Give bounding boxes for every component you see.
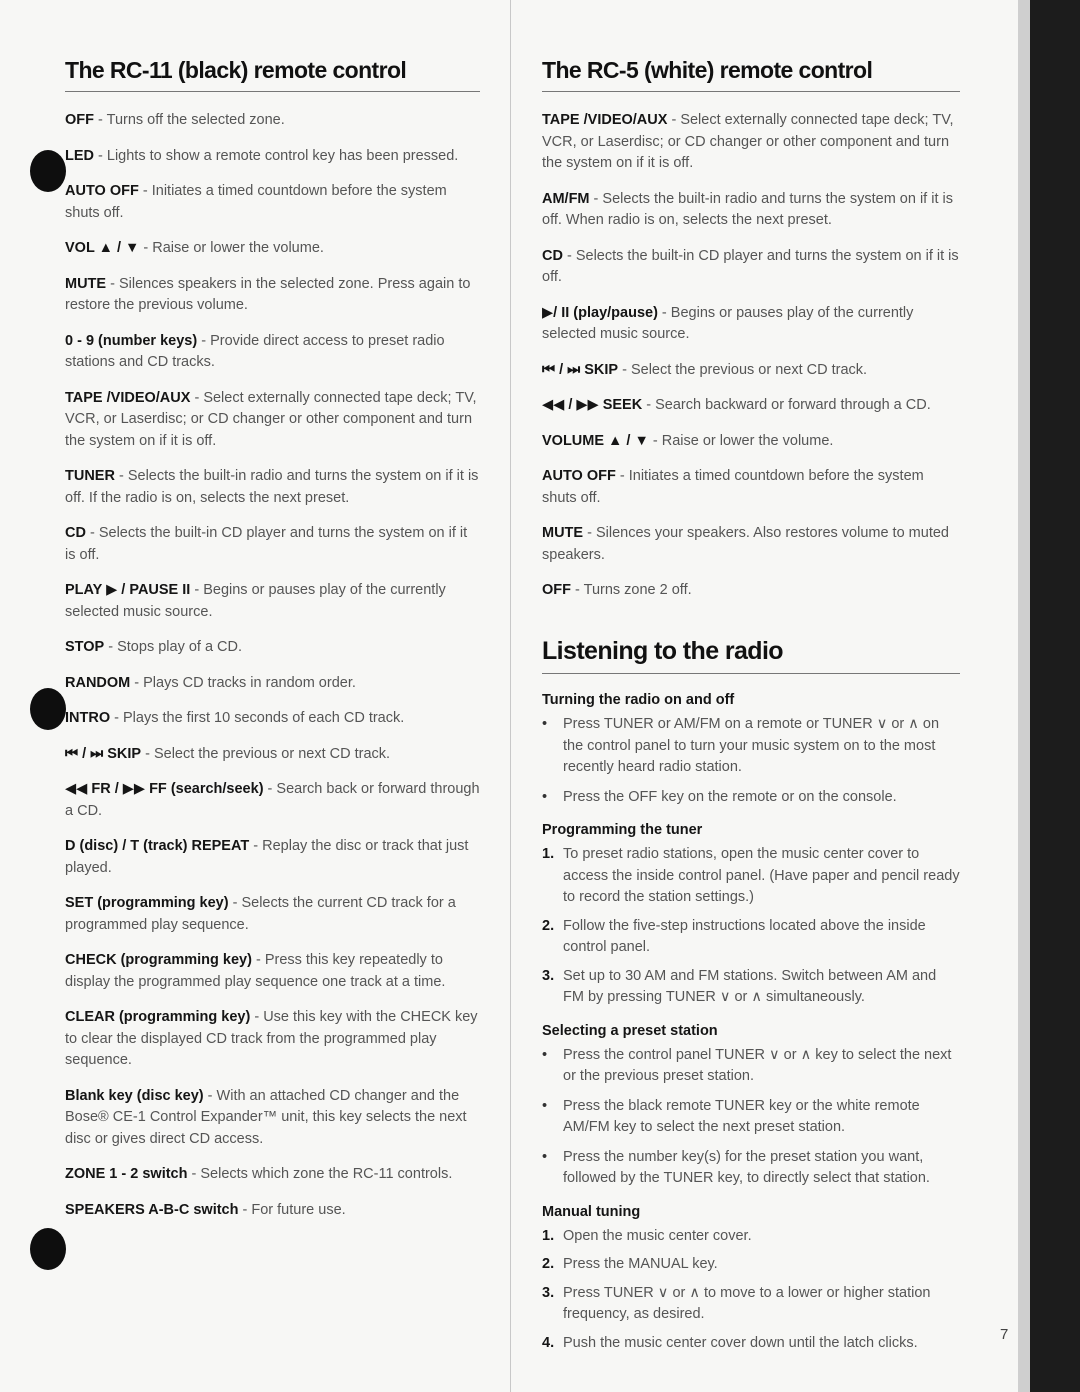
key-entry: ▶/ II (play/pause) - Begins or pauses play of the currently selected music source.: [542, 304, 914, 343]
key-term: 0 - 9 (number keys): [65, 332, 198, 349]
key-description: Lights to show a remote control key has been pressed.: [106, 147, 459, 164]
step-item: 2. Follow the five-step instructions located above the inside control panel.: [542, 917, 926, 956]
list-item: • Press the OFF key on the remote or on the console.: [542, 787, 960, 809]
page-edge-shadow: [1018, 0, 1030, 1392]
key-entry: OFF - Turns off the selected zone.: [65, 112, 285, 129]
key-term: ⏮ / ⏭ SKIP: [65, 745, 142, 762]
key-description: Begins or pauses play of the currently selected music source.: [65, 582, 446, 620]
key-term: CD: [542, 247, 563, 264]
key-entry: MUTE - Silences speakers in the selected zone. Press again to restore the previous volume.: [65, 275, 471, 314]
right-column: [542, 58, 960, 1361]
binder-hole-top: [30, 150, 66, 192]
key-entry: TUNER - Selects the built-in radio and turns the system on if it is off. If the radio is on, selects the next preset.: [65, 468, 479, 506]
key-term: ◀◀ FR / ▶▶ FF (search/seek): [65, 781, 264, 798]
key-description: Turns zone 2 off.: [583, 582, 692, 599]
rc11-section-title: The RC-11 (black) remote control: [65, 58, 480, 92]
binder-hole-bottom: [30, 1228, 66, 1270]
key-entry: 0 - 9 (number keys) - Provide direct access to preset radio stations and CD tracks.: [65, 332, 445, 371]
preset-station-heading: Selecting a preset station: [542, 1022, 718, 1039]
key-description: Select the previous or next CD track.: [630, 361, 868, 378]
step-item: 1. To preset radio stations, open the music center cover to access the inside control panel. (Have paper and pencil ready to record the station settings.): [542, 846, 960, 906]
key-entry: CD - Selects the built-in CD player and turns the system on if it is off.: [542, 247, 959, 286]
key-entry: AM/FM - Selects the built-in radio and turns the system on if it is off. When radio is on, selects the next preset.: [542, 190, 953, 229]
key-term: ⏮ / ⏭ SKIP: [542, 361, 619, 378]
key-entry: RANDOM - Plays CD tracks in random order.: [65, 674, 356, 691]
key-description: Initiates a timed countdown before the system shuts off.: [65, 183, 447, 221]
key-description: Selects the built-in radio and turns the system on if it is off. When radio is on, selects the next preset.: [542, 190, 953, 229]
key-description: Silences speakers in the selected zone. Press again to restore the previous volume.: [65, 275, 471, 314]
key-term: AUTO OFF: [65, 183, 139, 200]
column-divider: [510, 0, 511, 1392]
key-entry: CHECK (programming key) - Press this key repeatedly to display the programmed play sequence one track at a time.: [65, 952, 446, 990]
key-term: CD: [65, 525, 86, 542]
key-description: Select the previous or next CD track.: [153, 745, 391, 762]
key-description: Stops play of a CD.: [117, 639, 243, 656]
programming-tuner-steps: [542, 844, 960, 1009]
key-entry: ◀◀ / ▶▶ SEEK - Search backward or forward through a CD.: [542, 397, 931, 414]
key-term: ZONE 1 - 2 switch: [65, 1166, 188, 1183]
key-term: PLAY ▶ / PAUSE II: [65, 582, 191, 599]
key-entry: INTRO - Plays the first 10 seconds of each CD track.: [65, 710, 405, 727]
key-description: Turns off the selected zone.: [106, 112, 285, 129]
key-entry: AUTO OFF - Initiates a timed countdown before the system shuts off.: [542, 468, 924, 506]
key-term: MUTE: [542, 525, 584, 542]
key-entry: TAPE /VIDEO/AUX - Select externally connected tape deck; TV, VCR, or Laserdisc; or CD changer or other component and turn the system on if it is off.: [542, 112, 954, 172]
key-term: SPEAKERS A-B-C switch: [65, 1201, 239, 1218]
list-item: • Press the black remote TUNER key or the white remote AM/FM key to select the next preset station.: [542, 1096, 960, 1139]
key-entry: MUTE - Silences your speakers. Also restores volume to muted speakers.: [542, 525, 949, 563]
key-entry: STOP - Stops play of a CD.: [65, 639, 243, 656]
step-item: 2. Press the MANUAL key.: [542, 1256, 718, 1273]
key-description: Selects the built-in CD player and turns the system on if it is off.: [65, 525, 468, 563]
key-term: D (disc) / T (track) REPEAT: [65, 838, 250, 855]
key-description: Selects the built-in CD player and turns the system on if it is off.: [542, 247, 959, 286]
key-term: VOL ▲ / ▼: [65, 240, 140, 257]
key-entry: CLEAR (programming key) - Use this key with the CHECK key to clear the displayed CD track from the programmed play sequence.: [65, 1009, 478, 1069]
key-description: Provide direct access to preset radio stations and CD tracks.: [65, 332, 445, 371]
key-term: TUNER: [65, 468, 115, 485]
key-entry: PLAY ▶ / PAUSE II - Begins or pauses play of the currently selected music source.: [65, 582, 446, 620]
list-item: • Press the number key(s) for the preset station you want, followed by the TUNER key, to directly select that station.: [542, 1147, 960, 1190]
key-term: MUTE: [65, 275, 107, 292]
key-entry: ⏮ / ⏭ SKIP - Select the previous or next CD track.: [542, 361, 868, 378]
key-description: Replay the disc or track that just played.: [65, 838, 469, 876]
key-description: With an attached CD changer and the Bose® CE-1 Control Expander™ unit, this key selects the next disc or gives direct CD access.: [65, 1087, 467, 1147]
manual-tuning-steps: [542, 1226, 960, 1355]
key-entry: ZONE 1 - 2 switch - Selects which zone the RC-11 controls.: [65, 1166, 453, 1183]
key-term: SET (programming key): [65, 895, 229, 912]
key-entry: ◀◀ FR / ▶▶ FF (search/seek) - Search back or forward through a CD.: [65, 781, 480, 819]
key-description: Raise or lower the volume.: [152, 240, 324, 257]
key-term: AUTO OFF: [542, 468, 616, 485]
key-description: Begins or pauses play of the currently selected music source.: [542, 304, 914, 343]
key-description: Plays CD tracks in random order.: [143, 674, 356, 691]
key-description: For future use.: [251, 1201, 346, 1218]
key-term: VOLUME ▲ / ▼: [542, 432, 649, 449]
step-item: 4. Push the music center cover down until the latch clicks.: [542, 1334, 918, 1351]
key-term: Blank key (disc key): [65, 1087, 204, 1104]
programming-tuner-heading: Programming the tuner: [542, 822, 703, 839]
step-item: 3. Press TUNER ∨ or ∧ to move to a lower or higher station frequency, as desired.: [542, 1284, 931, 1323]
page-number: 7: [1000, 1326, 1009, 1343]
key-description: Initiates a timed countdown before the system shuts off.: [542, 468, 924, 506]
key-term: TAPE /VIDEO/AUX: [542, 112, 668, 129]
manual-tuning-heading: Manual tuning: [542, 1203, 641, 1220]
key-entry: LED - Lights to show a remote control key has been pressed.: [65, 147, 459, 164]
key-description: Selects which zone the RC-11 controls.: [200, 1166, 453, 1183]
key-entry: TAPE /VIDEO/AUX - Select externally connected tape deck; TV, VCR, or Laserdisc; or CD changer or other component and turn the system on if it is off.: [65, 389, 477, 449]
key-description: Press this key repeatedly to display the programmed play sequence one track at a time.: [65, 952, 446, 990]
key-term: CHECK (programming key): [65, 952, 252, 969]
key-entry: SPEAKERS A-B-C switch - For future use.: [65, 1201, 346, 1218]
key-description: Search backward or forward through a CD.: [655, 397, 931, 414]
key-entry: ⏮ / ⏭ SKIP - Select the previous or next CD track.: [65, 745, 391, 762]
key-description: Silences your speakers. Also restores volume to muted speakers.: [542, 525, 949, 563]
key-description: Select externally connected tape deck; TV, VCR, or Laserdisc; or CD changer or other component and turn the system on if it is off.: [65, 389, 477, 449]
key-term: INTRO: [65, 710, 111, 727]
key-term: CLEAR (programming key): [65, 1009, 251, 1026]
key-entry: AUTO OFF - Initiates a timed countdown before the system shuts off.: [65, 183, 447, 221]
key-description: Raise or lower the volume.: [661, 432, 834, 449]
list-item: • Press TUNER or AM/FM on a remote or TUNER ∨ or ∧ on the control panel to turn your music system on to the most recently heard radio station.: [542, 714, 960, 779]
key-term: ▶/ II (play/pause): [542, 304, 658, 321]
key-entry: CD - Selects the built-in CD player and turns the system on if it is off.: [65, 525, 468, 563]
key-term: OFF: [65, 112, 94, 129]
turning-radio-heading: Turning the radio on and off: [542, 692, 735, 709]
key-description: Use this key with the CHECK key to clear the displayed CD track from the programmed play sequence.: [65, 1009, 478, 1069]
key-term: OFF: [542, 582, 571, 599]
key-term: TAPE /VIDEO/AUX: [65, 389, 191, 406]
key-term: LED: [65, 147, 94, 164]
key-description: Selects the current CD track for a programmed play sequence.: [65, 895, 456, 933]
preset-station-list: [542, 1045, 960, 1190]
key-term: RANDOM: [65, 674, 131, 691]
radio-section-title: Listening to the radio: [542, 638, 960, 675]
key-entry: OFF - Turns zone 2 off.: [542, 582, 692, 599]
rc5-section-title: The RC-5 (white) remote control: [542, 58, 960, 92]
page-edge-bar: [1030, 0, 1080, 1392]
key-entry: SET (programming key) - Selects the current CD track for a programmed play sequence.: [65, 895, 456, 933]
key-term: ◀◀ / ▶▶ SEEK: [542, 397, 643, 414]
left-column: [65, 58, 480, 1221]
key-description: Selects the built-in radio and turns the system on if it is off. If the radio is on, selects the next preset.: [65, 468, 479, 506]
turning-radio-list: [542, 714, 960, 808]
rc5-key-list: [542, 110, 960, 602]
key-entry: Blank key (disc key) - With an attached CD changer and the Bose® CE-1 Control Expander™ unit, this key selects the next disc or gives direct CD access.: [65, 1087, 467, 1147]
rc11-key-list: [65, 110, 480, 1221]
key-entry: VOLUME ▲ / ▼ - Raise or lower the volume.: [542, 432, 834, 449]
key-description: Plays the first 10 seconds of each CD track.: [123, 710, 405, 727]
step-item: 3. Set up to 30 AM and FM stations. Switch between AM and FM by pressing TUNER ∨ or ∧ simultaneously.: [542, 967, 937, 1006]
list-item: • Press the control panel TUNER ∨ or ∧ key to select the next or the previous preset station.: [542, 1045, 960, 1088]
step-item: 1. Open the music center cover.: [542, 1227, 752, 1244]
key-description: Select externally connected tape deck; TV, VCR, or Laserdisc; or CD changer or other component and turn the system on if it is off.: [542, 112, 954, 172]
key-entry: D (disc) / T (track) REPEAT - Replay the disc or track that just played.: [65, 838, 469, 876]
key-term: STOP: [65, 639, 105, 656]
binder-hole-middle: [30, 688, 66, 730]
key-entry: VOL ▲ / ▼ - Raise or lower the volume.: [65, 240, 324, 257]
key-term: AM/FM: [542, 190, 590, 207]
key-description: Search back or forward through a CD.: [65, 781, 480, 819]
